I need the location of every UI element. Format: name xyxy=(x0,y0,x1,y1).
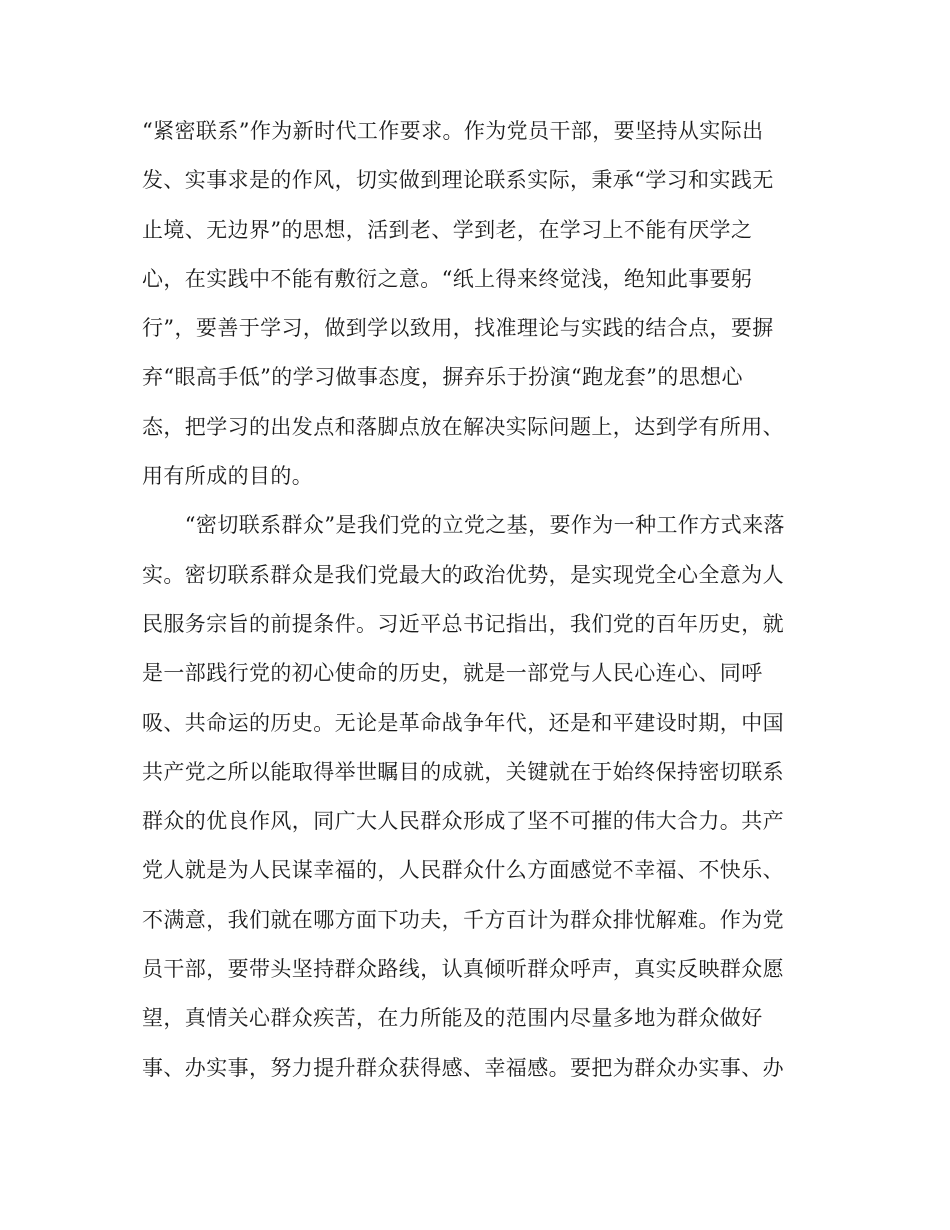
body-text xyxy=(142,107,822,1093)
text-line: 群众的优良作风，同广大人民群众形成了坚不可摧的伟大合力。共产 xyxy=(142,809,784,834)
text-line: 行”，要善于学习，做到学以致用，找准理论与实践的结合点，要摒 xyxy=(142,316,774,341)
text-line: “密切联系群众”是我们党的立党之基，要作为一种工作方式来落 xyxy=(142,513,785,538)
text-line: 止境、无边界”的思想，活到老、学到老，在学习上不能有厌学之 xyxy=(142,217,753,242)
text-line: 员干部，要带头坚持群众路线，认真倾听群众呼声，真实反映群众愿 xyxy=(142,957,784,982)
text-line: 实。密切联系群众是我们党最大的政治优势，是实现党全心全意为人 xyxy=(142,562,784,587)
text-line: 弃“眼高手低”的学习做事态度，摒弃乐于扮演“跑龙套”的思想心 xyxy=(142,365,743,390)
text-line: 吸、共命运的历史。无论是革命战争年代，还是和平建设时期，中国 xyxy=(142,710,784,735)
text-line: 用有所成的目的。 xyxy=(142,464,314,489)
text-line: 党人就是为人民谋幸福的，人民群众什么方面感觉不幸福、不快乐、 xyxy=(142,858,784,883)
text-line: 望，真情关心群众疾苦，在力所能及的范围内尽量多地为群众做好 xyxy=(142,1006,763,1031)
text-line: 共产党之所以能取得举世瞩目的成就，关键就在于始终保持密切联系 xyxy=(142,759,784,784)
text-line: 是一部践行党的初心使命的历史，就是一部党与人民心连心、同呼 xyxy=(142,661,763,686)
text-line: 心，在实践中不能有敷衍之意。“纸上得来终觉浅，绝知此事要躬 xyxy=(142,266,753,291)
text-line: 态，把学习的出发点和落脚点放在解决实际问题上，达到学有所用、 xyxy=(142,414,784,439)
text-line: 发、实事求是的作风，切实做到理论联系实际，秉承“学习和实践无 xyxy=(142,168,774,193)
text-line: 事、办实事，努力提升群众获得感、幸福感。要把为群众办实事、办 xyxy=(142,1055,784,1080)
text-line: 民服务宗旨的前提条件。习近平总书记指出，我们党的百年历史，就 xyxy=(142,611,784,636)
text-line: 不满意，我们就在哪方面下功夫，千方百计为群众排忧解难。作为党 xyxy=(142,907,784,932)
text-line: “紧密联系”作为新时代工作要求。作为党员干部，要坚持从实际出 xyxy=(142,119,764,143)
